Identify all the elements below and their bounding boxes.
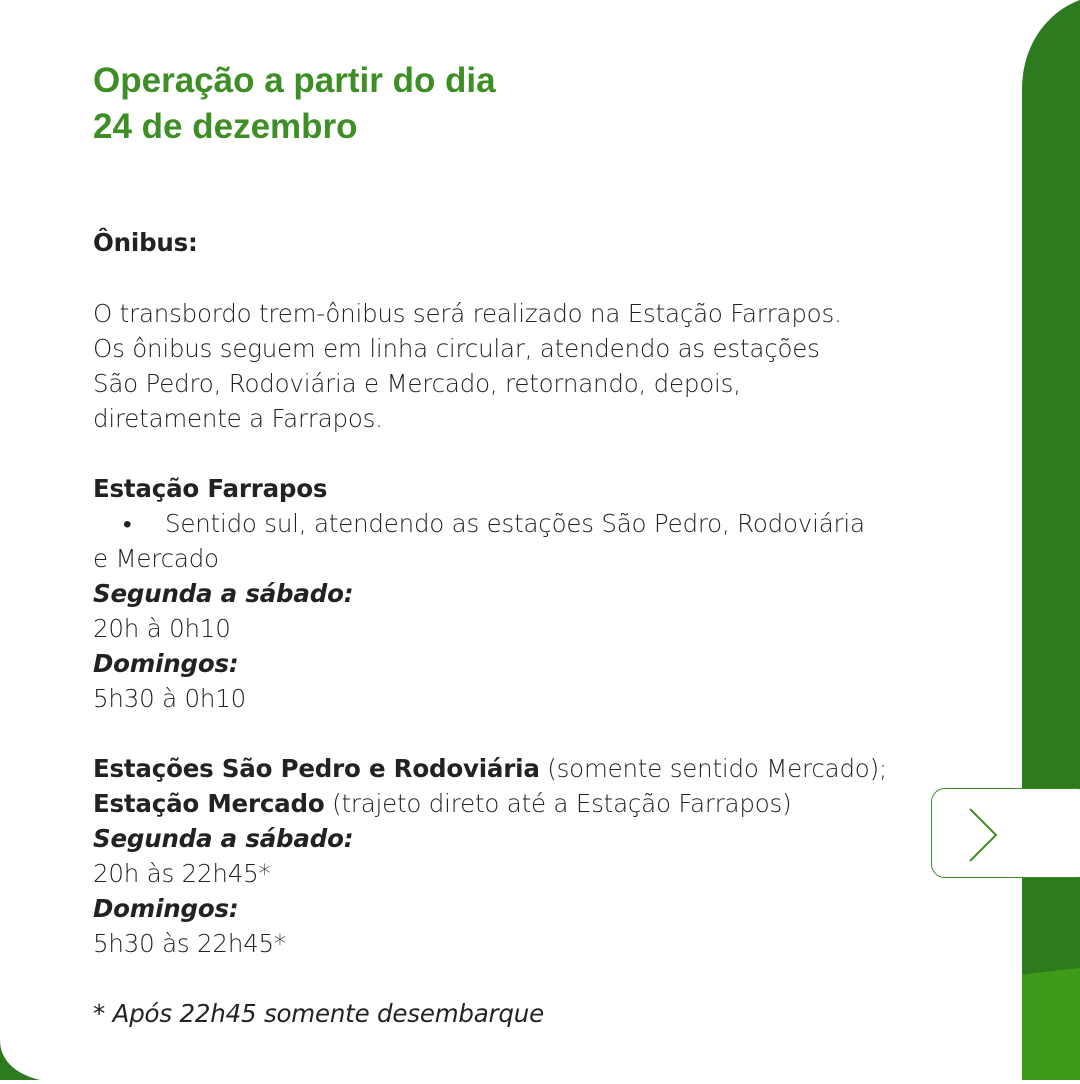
weekday-hours: 20h às 22h45*	[93, 859, 271, 888]
sunday-hours: 5h30 às 22h45*	[93, 929, 286, 958]
corner-decoration	[0, 1040, 60, 1080]
intro-line: São Pedro, Rodoviária e Mercado, retornando, depois,	[93, 369, 741, 398]
station-mercado: Estação Mercado	[93, 789, 325, 818]
stations-sao-pedro-rodoviaria: Estações São Pedro e Rodoviária	[93, 754, 540, 783]
title-line-1: Operação a partir do dia	[93, 61, 496, 100]
other-stations-block	[93, 751, 973, 961]
direction-note: (somente sentido Mercado);	[539, 754, 887, 783]
intro-paragraph	[93, 296, 973, 436]
bullet-item	[93, 506, 973, 541]
side-decoration-band	[1022, 0, 1080, 1080]
title-line-2: 24 de dezembro	[93, 107, 358, 146]
chevron-right-icon	[966, 807, 1000, 863]
farrapos-block	[93, 471, 973, 716]
intro-line: O transbordo trem-ônibus será realizado na Estação Farrapos.	[93, 299, 842, 328]
bullet-continuation: e Mercado	[93, 544, 219, 573]
next-button[interactable]	[931, 788, 1080, 878]
sunday-label: Domingos:	[93, 649, 239, 678]
weekday-hours: 20h à 0h10	[93, 614, 231, 643]
route-note: (trajeto direto até a Estação Farrapos)	[324, 789, 792, 818]
farrapos-heading: Estação Farrapos	[93, 474, 328, 503]
sunday-hours: 5h30 à 0h10	[93, 684, 246, 713]
section-heading: Ônibus:	[93, 228, 198, 257]
weekday-label: Segunda a sábado:	[93, 579, 354, 608]
sunday-label: Domingos:	[93, 894, 239, 923]
main-content	[93, 58, 973, 1031]
bullet-text: Sentido sul, atendendo as estações São Pedro, Rodoviária	[165, 509, 865, 538]
bullet-dot: •	[123, 509, 132, 538]
intro-line: Os ônibus seguem em linha circular, atendendo as estações	[93, 334, 820, 363]
intro-line: diretamente a Farrapos.	[93, 404, 383, 433]
page-title	[93, 58, 973, 150]
weekday-label: Segunda a sábado:	[93, 824, 354, 853]
footnote: * Após 22h45 somente desembarque	[93, 999, 544, 1028]
